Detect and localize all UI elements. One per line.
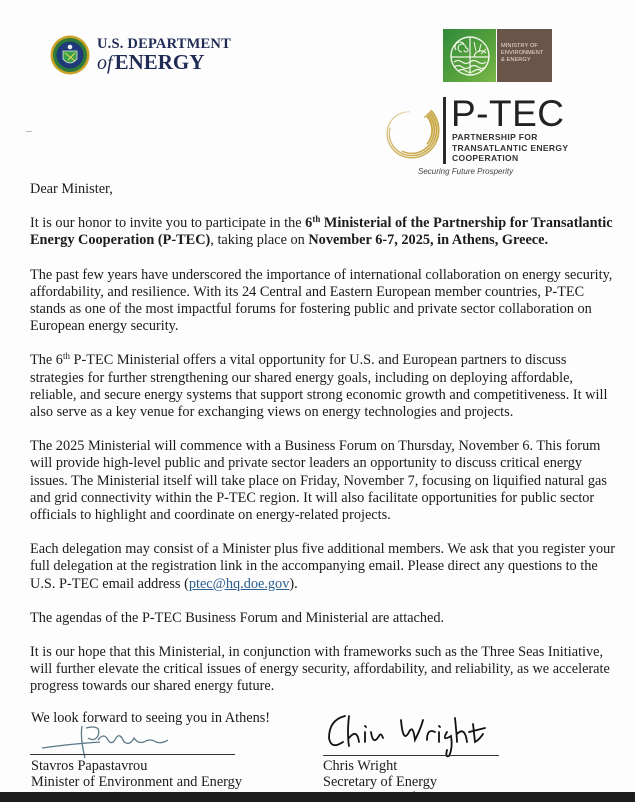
signatory-title: Minister of Environment and Energy [31,774,242,790]
text: Each delegation may consist of a Minister plus five additional members. We ask that you register your full delegation at the registration link in the accompanying email. Please direct any questions to the U.S. P-TEC email address ( [30,541,616,592]
paragraph-context: The past few years have underscored the importance of international collaboration on energy security, affordability, and resilience. With its 24 Central and Eastern European member countries, P-TEC stands as one of the most impactful forums for fostering public and private sector collaboration on European energy security. [30,266,613,335]
paragraph-opportunity [30,352,620,421]
email-link[interactable]: ptec@hq.doe.gov [188,575,290,592]
paragraph-delegation [30,541,620,593]
letter-body [30,181,620,713]
ptec-tagline: Securing Future Prosperity [418,167,514,176]
paragraph-agendas: The agendas of the P-TEC Business Forum and Ministerial are attached. [30,609,445,626]
text: The 6 [30,352,63,369]
swirl-dot [424,116,426,118]
scan-mark [26,131,32,132]
text: It is our honor to invite you to participate in the [30,215,306,232]
ptec-title: P-TEC [451,93,565,134]
swirl-dot [389,127,390,128]
doe-logo-energy: ENERGY [114,50,205,75]
signature-line [323,755,499,756]
swirl-dot [401,150,403,152]
ordinal-suffix: th [62,351,70,362]
swirl-dot [409,111,410,112]
paragraph-hope: It is our hope that this Ministerial, in conjunction with frameworks such as the Three Seas Initiative, will further elevate the critical issues of energy security, affordability, and reliability, as we accelerate progress towards our shared energy future. [30,644,610,695]
ordinal-suffix: th [312,214,321,225]
doe-logo-of: of [97,52,113,75]
closing-line: We look forward to seeing you in Athens! [31,710,271,726]
swirl-dot [426,143,428,145]
ptec-subtitle-line: PARTNERSHIP FOR [452,132,538,142]
ministry-text [497,29,552,82]
ptec-subtitle [452,132,568,164]
text: , taking place on [210,232,309,249]
paragraph-schedule: The 2025 Ministerial will commence with a Business Forum on Thursday, November 6. This forum will provide high-level public and private sector leaders an opportunity to discuss critical energy issues. The Ministerial itself will take place on Friday, November 7, focusing on liquified natural gas and grid connectivity within the P-TEC region. It will also facilitate opportunities for public sector officials to highlight and coordinate on energy-related projects. [30,438,607,524]
signature-line [30,754,235,755]
signatory-title: Secretary of Energy [323,774,438,790]
event-name: Ministerial of the Partnership for Transatlantic Energy Cooperation (P-TEC) [30,215,613,249]
doe-logo [50,35,231,75]
text: P-TEC Ministerial offers a vital opportunity for U.S. and European partners to discuss strategies for further strengthening our shared energy goals, including on deploying affordable, reliable, and secure energy systems that support strong economic growth and competitiveness. It will also serve as a key venue for exchanging views on energy technologies and projects. [30,352,608,421]
text: ). [289,575,298,592]
doe-logo-line2 [97,52,231,73]
event-date-location: November 6-7, 2025, in Athens, Greece. [308,232,549,249]
handwritten-signature-wright [323,710,503,760]
ministry-logo [443,29,552,82]
ptec-divider [443,97,446,164]
doe-logo-line1: U.S. DEPARTMENT [97,35,231,52]
ministry-emblem [443,29,496,82]
handwritten-signature-papastavrou [40,718,180,763]
ministry-text-line: & ENERGY [501,57,531,63]
ministry-text-line: ENVIRONMENT [501,50,544,56]
ordinal: 6 [305,215,313,232]
ministry-text-line: MINISTRY OF [501,43,538,49]
sun-sea-emblem-icon [448,34,492,78]
ptec-subtitle-line: TRANSATLANTIC ENERGY [452,142,569,153]
ptec-subtitle-line: COOPERATION [452,153,519,163]
signatory-name: Chris Wright [323,758,398,774]
signatory-name: Stavros Papastavrou [31,758,148,774]
salutation: Dear Minister, [30,181,113,197]
viewer-bottom-bar [0,792,635,802]
doe-seal-icon [50,35,90,75]
ptec-swirl-icon [374,96,446,168]
paragraph-invitation [30,215,620,249]
